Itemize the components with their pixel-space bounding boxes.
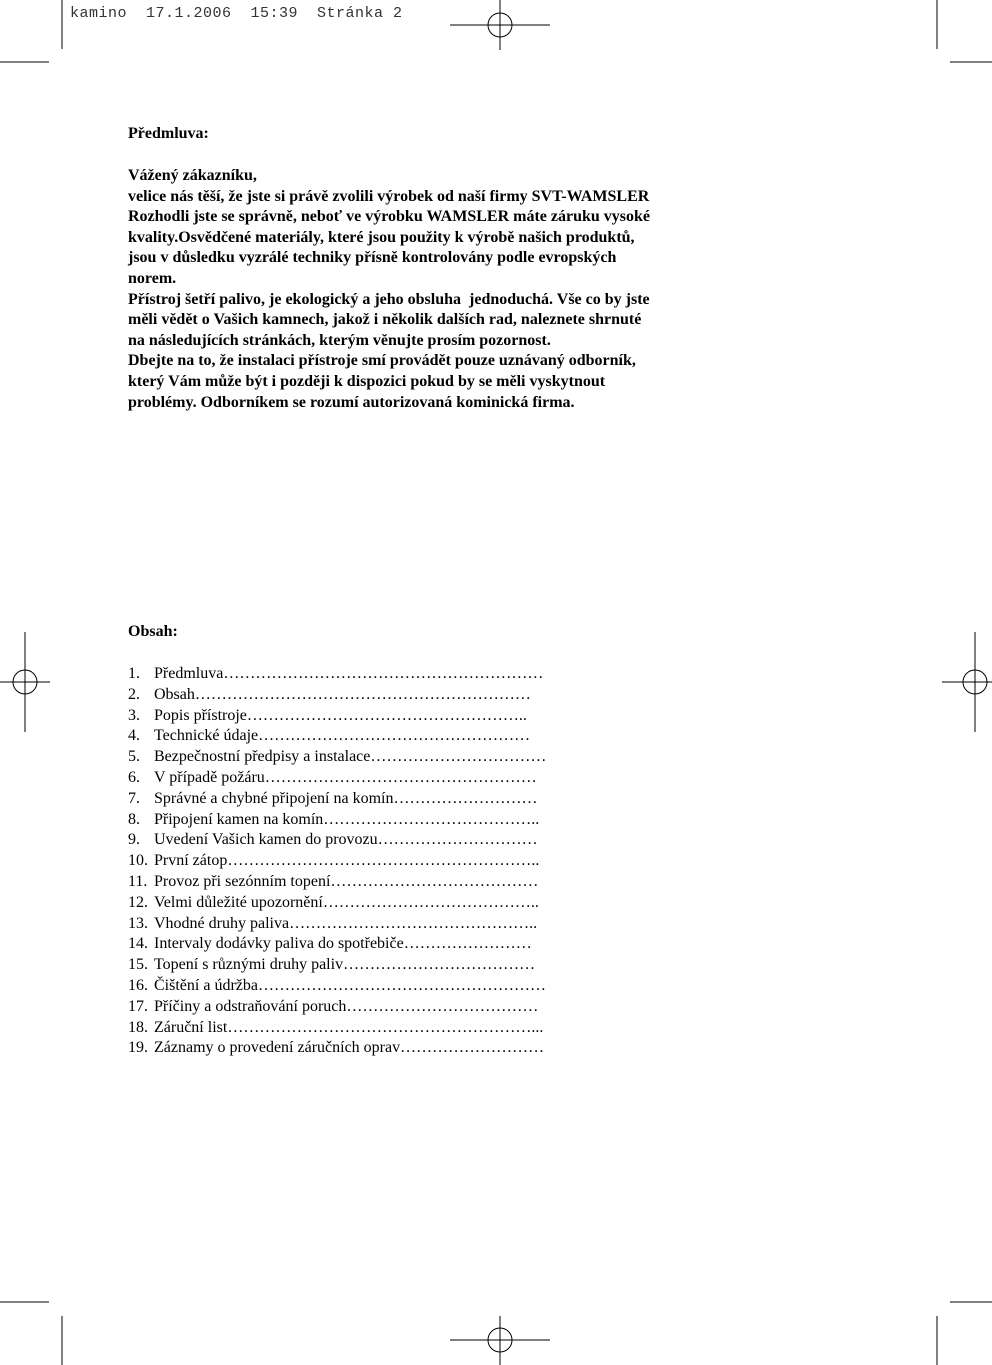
print-slug: kamino 17.1.2006 15:39 Stránka 2 — [70, 5, 403, 22]
toc-item-number: 1. — [128, 665, 140, 682]
toc-item — [128, 685, 546, 706]
toc-item-number: 17. — [128, 997, 148, 1015]
toc-item-number: 11. — [128, 872, 148, 890]
toc-item-title: Bezpečnostní předpisy a instalace…………………………… — [154, 748, 547, 766]
toc-item-title: Uvedení Vašich kamen do provozu………………………… — [154, 831, 538, 849]
toc-item — [128, 789, 546, 810]
toc-item-title: Intervaly dodávky paliva do spotřebiče…………………… — [154, 935, 532, 953]
registration-mark-bottom — [450, 1316, 550, 1365]
salutation: Vážený zákazníku, — [128, 167, 257, 184]
preface-line: jsou v důsledku vyzrálé techniky přísně kontrolovány podle evropských — [128, 249, 617, 267]
toc-item — [128, 747, 546, 768]
toc-item-number: 10. — [128, 852, 148, 870]
toc-item-title: Připojení kamen na komín………………………………….. — [154, 810, 540, 828]
toc-heading: Obsah: — [128, 623, 178, 640]
toc-item-title: Velmi důležité upozornění………………………………….. — [154, 893, 539, 911]
toc-item-number: 7. — [128, 789, 140, 807]
preface-line: problémy. Odborníkem se rozumí autorizovaná kominická firma. — [128, 393, 575, 411]
toc-item-number: 6. — [128, 768, 140, 786]
toc-item-title: Topení s různými druhy paliv……………………………… — [154, 956, 536, 974]
toc-item — [128, 830, 546, 851]
toc-item — [128, 726, 546, 747]
toc-item — [128, 1038, 546, 1059]
toc-item-title: První zátop………………………………………………….. — [154, 852, 540, 870]
preface-line: kvality.Osvědčené materiály, které jsou použity k výrobě našich produktů, — [128, 228, 635, 246]
toc-item-title: Příčiny a odstraňování poruch……………………………… — [154, 997, 539, 1015]
preface-section — [128, 124, 748, 413]
preface-line: který Vám může být i později k dispozici pokud by se měli vyskytnout — [128, 372, 606, 390]
registration-mark-top — [450, 0, 550, 50]
toc-item — [128, 706, 546, 727]
toc-item-title: Vhodné druhy paliva……………………………………….. — [154, 914, 538, 932]
toc-item-title: Technické údaje…………………………………………… — [154, 727, 531, 745]
preface-line: Přístroj šetří palivo, je ekologický a jeho obsluha jednoduchá. Vše co by jste — [128, 290, 650, 308]
preface-heading: Předmluva: — [128, 125, 209, 142]
toc-item — [128, 768, 546, 789]
toc-item-number: 15. — [128, 956, 148, 974]
table-of-contents — [128, 664, 546, 1059]
preface-line: Dbejte na to, že instalaci přístroje smí provádět pouze uznávaný odborník, — [128, 352, 636, 370]
toc-item-number: 13. — [128, 914, 148, 932]
toc-item-number: 5. — [128, 748, 140, 766]
toc-item — [128, 851, 546, 872]
toc-item-number: 19. — [128, 1039, 148, 1057]
toc-item-title: Popis přístroje…………………………………………….. — [154, 706, 527, 724]
toc-item-title: Správné a chybné připojení na komín……………………… — [154, 789, 538, 807]
toc-item-number: 3. — [128, 706, 140, 724]
toc-item-title: Záruční list…………………………………………………... — [154, 1018, 544, 1036]
toc-item-title: Obsah……………………………………………………… — [154, 685, 531, 703]
toc-item-title: Záznamy o provedení záručních oprav……………………… — [154, 1039, 545, 1057]
preface-line: norem. — [128, 269, 177, 287]
toc-item — [128, 955, 546, 976]
toc-item — [128, 914, 546, 935]
toc-item-number: 16. — [128, 976, 148, 994]
preface-line: Rozhodli jste se správně, neboť ve výrobku WAMSLER máte záruku vysoké — [128, 208, 650, 226]
toc-item-number: 4. — [128, 727, 140, 745]
preface-body — [128, 187, 748, 414]
preface-line: na následujících stránkách, kterým věnujte prosím pozornost. — [128, 331, 551, 349]
toc-item — [128, 976, 546, 997]
toc-item — [128, 872, 546, 893]
toc-item — [128, 934, 546, 955]
registration-mark-right — [942, 632, 992, 732]
toc-item-number: 12. — [128, 893, 148, 911]
toc-item-number: 2. — [128, 685, 140, 703]
toc-item-number: 14. — [128, 935, 148, 953]
toc-item-title: Provoz při sezónním topení………………………………… — [154, 872, 539, 890]
toc-item — [128, 810, 546, 831]
preface-line: měli vědět o Vašich kamnech, jakož i několik dalších rad, naleznete shrnuté — [128, 311, 642, 329]
toc-item — [128, 1018, 546, 1039]
toc-item-title: V případě požáru…………………………………………… — [154, 768, 537, 786]
toc-item-number: 9. — [128, 831, 140, 849]
preface-line: velice nás těší, že jste si právě zvolili výrobek od naší firmy SVT-WAMSLER — [128, 187, 650, 205]
toc-item-number: 8. — [128, 810, 140, 828]
toc-item-number: 18. — [128, 1018, 148, 1036]
toc-item — [128, 997, 546, 1018]
registration-mark-left — [0, 632, 50, 732]
toc-item-title: Předmluva…………………………………………………… — [154, 665, 544, 682]
toc-item-title: Čištění a údržba……………………………………………… — [154, 976, 546, 994]
toc-item — [128, 893, 546, 914]
toc-item — [128, 664, 546, 685]
